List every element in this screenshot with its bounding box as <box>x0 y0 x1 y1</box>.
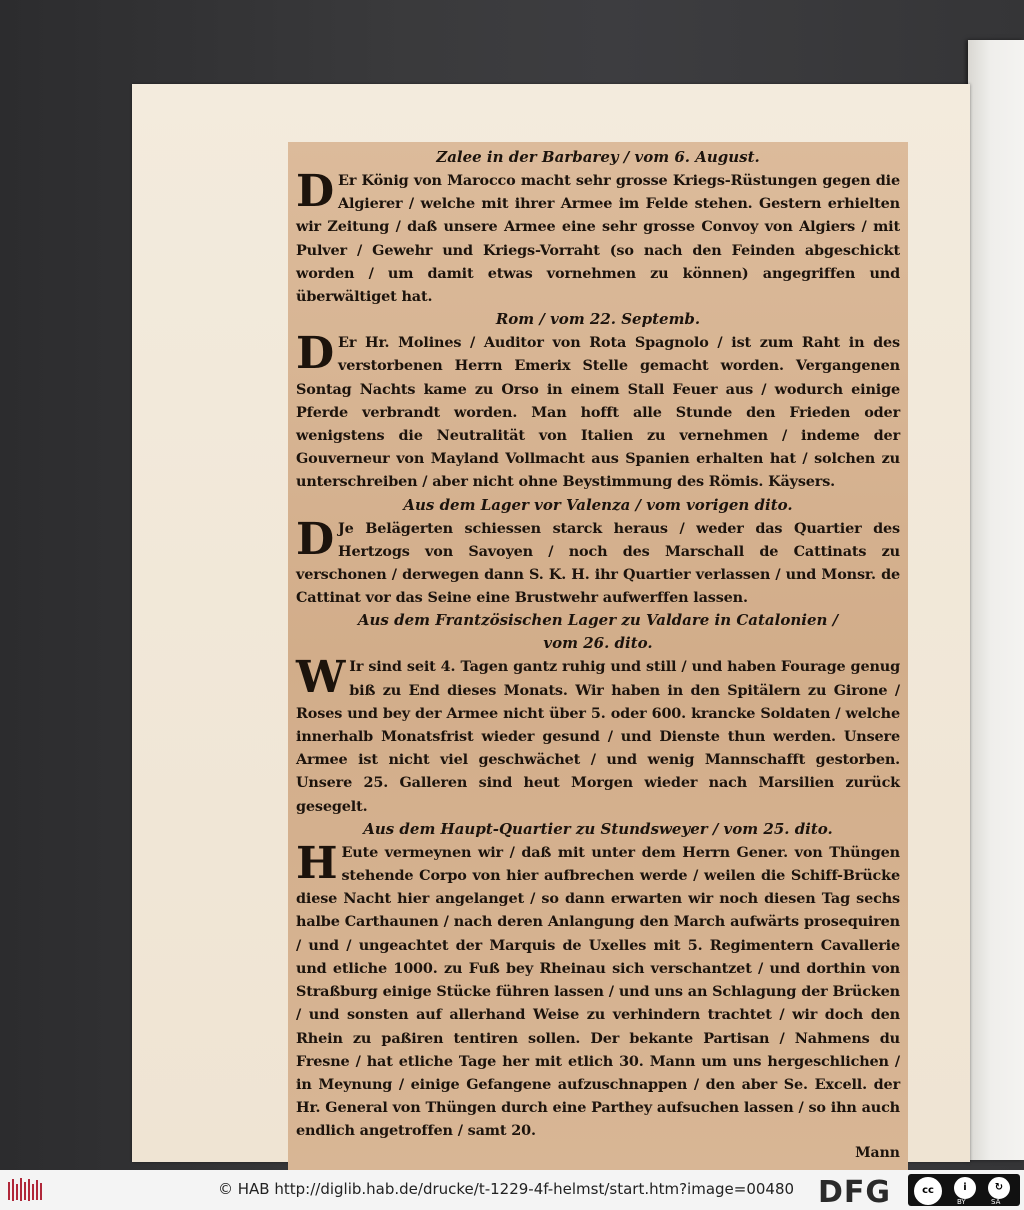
heading-zalee: Zalee in der Barbarey / vom 6. August. <box>436 148 760 166</box>
sa-label: SA <box>991 1198 1001 1206</box>
paragraph-zalee <box>296 166 900 308</box>
article-text-block <box>288 142 908 1171</box>
document-page <box>132 84 970 1162</box>
paragraph-text: Er König von Marocco macht sehr grosse Kriegs-Rüstungen gegen die Algierer / welche mit ihrer Armee im Felde stehen. Gestern erhielten wir Zeitung / daß unsere Armee eine sehr grosse Convoy von Algiers / mit Pulver / Gewehr und Kriegs-Vorraht (so nach den Feinden abgeschickt worden / um damit etwas vornehmen zu können) angegriffen und überwältiget hat. <box>296 172 900 306</box>
paragraph-valenza <box>296 513 900 610</box>
sa-icon: ↻ <box>988 1177 1010 1199</box>
dfg-logo: DFG <box>818 1175 892 1210</box>
heading-stundsweyer: Aus dem Haupt-Quartier zu Stundsweyer / vom 25. dito. <box>363 819 833 838</box>
dropcap: H <box>296 837 338 889</box>
cc-icon: cc <box>914 1177 942 1205</box>
paragraph-text: Er Hr. Molines / Auditor von Rota Spagnolo / ist zum Raht in des verstorbenen Herrn Emerix Stelle gemacht worden. Vergangenen Sontag Nachts kame zu Orso in einem Stall Feuer aus / wodurch einige Pferde verbrandt worden. Man hofft alle Stunde den Frieden oder wenigstens die Neutralität von Italien zu vernehmen / indeme der Gouverneur von Mayland Vollmacht aus Spanien erhalten hat / solchen zu unterschreiben / aber nicht ohne Beystimmung des Römis. Käysers. <box>296 334 900 491</box>
paragraph-text: Ir sind seit 4. Tagen gantz ruhig und still / und haben Fourage genug biß zu End dieses Monats. Wir haben in den Spitälern zu Girone / Roses und bey der Armee nicht über 5. oder 600. krancke Soldaten / welche innerhalb Monatsfrist wieder gesund / und Dienste thun werden. Unsere Armee ist nicht viel geschwächet / und wenig Mannschafft gestorben. Unsere 25. Galleren sind heut Morgen wieder nach Marsilien zurück gesegelt. <box>296 658 900 815</box>
heading-catalonien: Aus dem Frantzösischen Lager zu Valdare in Catalonien / <box>357 611 839 630</box>
adjacent-page-edge <box>968 40 1024 1160</box>
paragraph-text: Je Belägerten schiessen starck heraus / weder das Quartier des Hertzogs von Savoyen / noch des Marschall de Cattinats zu verschonen / derwegen dann S. K. H. ihr Quartier verlassen / und Monsr. de Cattinat vor das Seine eine Brustwehr aufwerffen lassen. <box>296 519 900 607</box>
cc-license-badge[interactable] <box>908 1174 1020 1206</box>
paragraph-text: Eute vermeynen wir / daß mit unter dem Herrn Gener. von Thüngen stehende Corpo von hier aufbrechen werde / weilen die Schiff-Brücke diese Nacht hier angelanget / so dann erwarten wir noch diesen Tag sechs halbe Carthaunen / nach deren Anlangung den March aufwärts prosequiren / und / ungeachtet der Marquis de Uxelles mit 5. Regimentern Cavallerie und etliche 1000. zu Fuß bey Rheinau sich verschantzet / und dorthin von Straßburg einige Stücke führen lassen / und uns an Schlagung der Brücken / und sonsten auf allerhand Weise zu verhindern trachtet / wir doch den Rhein zu paßiren tentiren sollen. Der bekante Partisan / Nahmens du Fresne / hat etliche Tage her mit etlich 30. Mann um uns hergeschlichen / in Meynung / einige Gefangene aufzuschnappen / den aber Se. Excell. der Hr. General von Thüngen durch eine Parthey aufsuchen lassen / so ihn auch endlich angetroffen / samt 20. <box>296 843 900 1140</box>
by-label: BY <box>957 1198 966 1206</box>
footer-bar <box>0 1170 1024 1210</box>
paragraph-catalonien <box>296 652 900 817</box>
paragraph-rom <box>296 328 900 493</box>
paragraph-stundsweyer <box>296 837 900 1143</box>
heading-catalonien-date: vom 26. dito. <box>543 634 653 653</box>
source-link[interactable]: © HAB http://diglib.hab.de/drucke/t-1229-4f-helmst/start.htm?image=00480 <box>218 1180 795 1198</box>
dropcap: D <box>296 513 335 565</box>
dropcap: W <box>296 652 346 704</box>
by-icon: i <box>954 1177 976 1199</box>
heading-rom: Rom / vom 22. Septemb. <box>495 310 701 329</box>
heading-valenza: Aus dem Lager vor Valenza / vom vorigen dito. <box>403 495 793 514</box>
catchword: Mann <box>855 1144 900 1161</box>
dropcap: D <box>296 328 335 380</box>
dropcap: D <box>296 166 335 217</box>
hab-logo-icon <box>6 1176 46 1204</box>
